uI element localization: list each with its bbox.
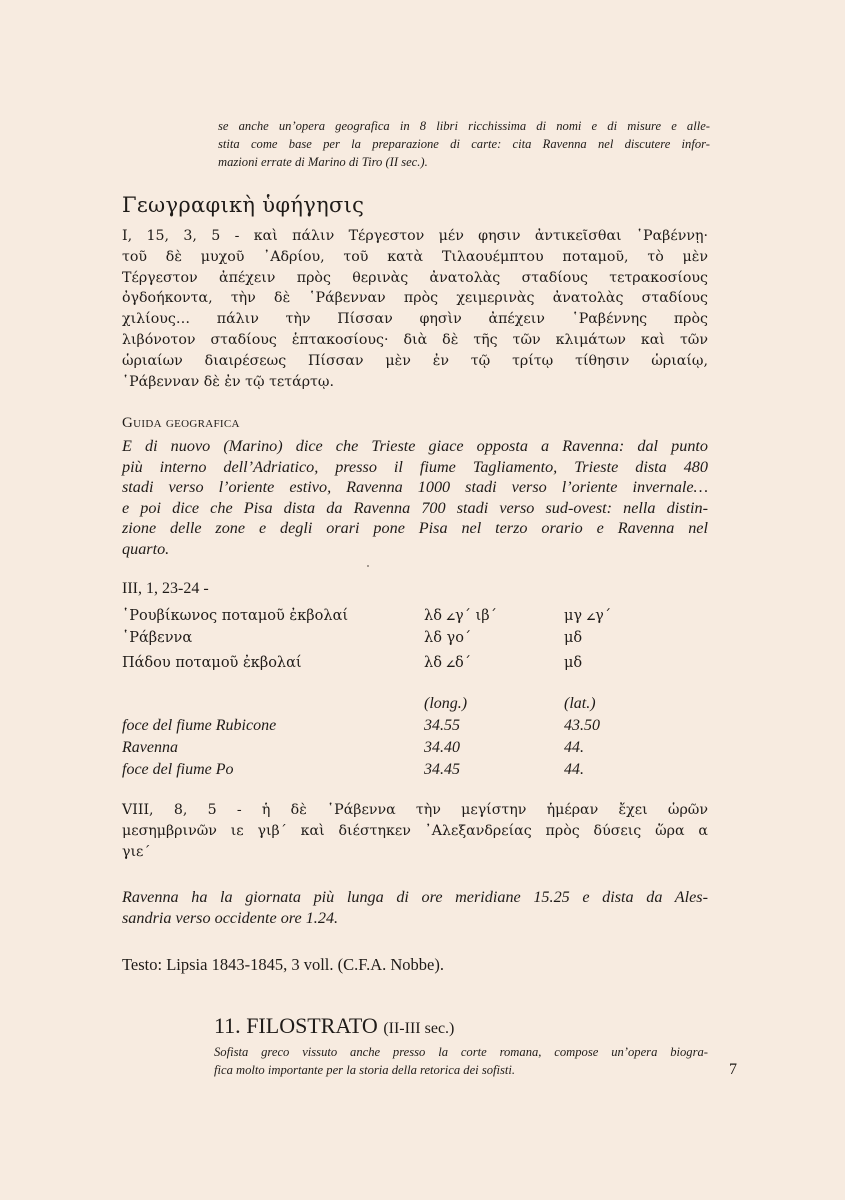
section-description bbox=[214, 1043, 708, 1079]
edition-note: Testo: Lipsia 1843-1845, 3 voll. (C.F.A. Nobbe). bbox=[122, 955, 444, 974]
longitude-header: (long.) bbox=[424, 695, 468, 712]
greek-work-title: Γεωγραφικὴ ὑφήγησις bbox=[122, 193, 365, 217]
page-number: 7 bbox=[729, 1061, 737, 1078]
section-author: FILOSTRATO bbox=[246, 1013, 378, 1038]
latitude-header: (lat.) bbox=[564, 695, 596, 712]
greek-line: I, 15, 3, 5 - καὶ πάλιν Τέργεστον μέν φησιν ἀντικεῖσθαι ῾Ραβέννῃ· bbox=[122, 228, 708, 244]
greek-line: τοῦ δὲ μυχοῦ ᾿Αδρίου, τοῦ κατὰ Τιλαουέμπτου ποταμοῦ, τὸ μὲν bbox=[122, 248, 708, 265]
latitude-value: 43.50 bbox=[564, 717, 600, 734]
longitude-greek: λδ 𐅵γ΄ ιβ΄ bbox=[424, 608, 497, 624]
greek-line: Τέργεστον ἀπέχειν πρὸς θερινὰς ἀνατολὰς σταδίους τετρακοσίους bbox=[122, 269, 708, 286]
section-dates: (II-III sec.) bbox=[383, 1020, 455, 1037]
coordinates-table bbox=[122, 605, 704, 783]
place-name-greek: ῾Ρουβίκωνος ποταμοῦ ἐκβολαί bbox=[122, 608, 349, 624]
table-row bbox=[122, 739, 704, 761]
latitude-greek: μγ 𐅵γ΄ bbox=[564, 608, 612, 624]
translation-line: e poi dice che Pisa dista da Ravenna 700 stadi verso sud-ovest: nella distin- bbox=[122, 498, 708, 517]
table-row bbox=[122, 630, 704, 652]
stray-dot bbox=[367, 565, 369, 567]
table-row bbox=[122, 761, 704, 783]
greek-line: ὡριαίων διαιρέσεως Πίσσαν μὲν ἐν τῷ τρίτῳ τίθησιν ὡριαίῳ, bbox=[122, 352, 708, 369]
translation-line: E di nuovo (Marino) dice che Trieste giace opposta a Ravenna: dal punto bbox=[122, 437, 708, 455]
latitude-value: 44. bbox=[564, 739, 584, 756]
table-spacer bbox=[122, 677, 704, 695]
longitude-greek: λδ 𐅵δ΄ bbox=[424, 655, 471, 671]
intro-line: stita come base per la preparazione di carte: cita Ravenna nel discutere infor- bbox=[218, 137, 710, 151]
greek-line: μεσημβρινῶν ιε γιβ΄ καὶ διέστηκεν ᾿Αλεξανδρείας πρὸς δύσεις ὥρα α bbox=[122, 823, 708, 839]
guida-heading: Guida geografica bbox=[122, 415, 240, 431]
passage-2-reference: III, 1, 23-24 - bbox=[122, 580, 209, 597]
longitude-value: 34.45 bbox=[424, 761, 460, 778]
greek-line: ῾Ράβενναν δὲ ἐν τῷ τετάρτῳ. bbox=[122, 373, 334, 390]
table-header-row bbox=[122, 695, 704, 717]
passage-3-translation bbox=[122, 887, 708, 929]
translation-line: stadi verso l’oriente estivo, Ravenna 1000 stadi verso l’oriente invernale… bbox=[122, 478, 708, 497]
table-row bbox=[122, 605, 704, 630]
guida-translation bbox=[122, 436, 708, 560]
place-name-italian: foce del fiume Rubicone bbox=[122, 717, 277, 734]
longitude-value: 34.40 bbox=[424, 739, 460, 756]
table-row bbox=[122, 652, 704, 677]
place-name-italian: Ravenna bbox=[122, 739, 178, 756]
intro-line: se anche un’opera geografica in 8 libri ricchissima di nomi e di misure e alle- bbox=[218, 119, 710, 133]
greek-line: γιε΄ bbox=[122, 844, 151, 860]
place-name-greek: ῾Ράβεννα bbox=[122, 630, 193, 646]
section-heading bbox=[214, 1013, 454, 1039]
greek-passage-1 bbox=[122, 226, 708, 392]
table-row bbox=[122, 717, 704, 739]
empty-cell bbox=[122, 695, 424, 717]
greek-line: χιλίους… πάλιν τὴν Πίσσαν φησὶν ἀπέχειν ῾Ραβέννης πρὸς bbox=[122, 311, 708, 328]
place-name-greek: Πάδου ποταμοῦ ἐκβολαί bbox=[122, 655, 302, 671]
latitude-greek: μδ bbox=[564, 655, 583, 671]
greek-line: VIII, 8, 5 - ἡ δὲ ῾Ράβεννα τὴν μεγίστην ἡμέραν ἔχει ὡρῶν bbox=[122, 802, 708, 818]
latitude-value: 44. bbox=[564, 761, 584, 778]
translation-line: zione delle zone e degli orari pone Pisa nel terzo orario e Ravenna nel bbox=[122, 519, 708, 538]
section-number: 11. bbox=[214, 1013, 241, 1038]
place-name-italian: foce del fiume Po bbox=[122, 761, 234, 778]
intro-line: mazioni errate di Marino di Tiro (II sec.). bbox=[218, 155, 428, 169]
greek-line: λιβόνοτον σταδίους ἑπτακοσίους· διὰ δὲ τῆς τῶν κλιμάτων καὶ τῶν bbox=[122, 331, 708, 348]
description-line: fica molto importante per la storia della retorica dei sofisti. bbox=[214, 1063, 516, 1077]
longitude-greek: λδ γο΄ bbox=[424, 630, 472, 646]
translation-line: sandria verso occidente ore 1.24. bbox=[122, 909, 339, 927]
description-line: Sofista greco vissuto anche presso la corte romana, compose un’opera biogra- bbox=[214, 1045, 708, 1059]
translation-line: più interno dell’Adriatico, presso il fiume Tagliamento, Trieste dista 480 bbox=[122, 457, 708, 476]
translation-line: Ravenna ha la giornata più lunga di ore meridiane 15.25 e dista da Ales- bbox=[122, 888, 708, 906]
greek-passage-3 bbox=[122, 800, 708, 863]
greek-line: ὀγδοήκοντα, τὴν δὲ ῾Ράβενναν πρὸς χειμερινὰς ἀνατολὰς σταδίους bbox=[122, 290, 708, 307]
translation-line: quarto. bbox=[122, 539, 170, 558]
longitude-value: 34.55 bbox=[424, 717, 460, 734]
latitude-greek: μδ bbox=[564, 630, 583, 646]
intro-paragraph bbox=[218, 117, 710, 171]
